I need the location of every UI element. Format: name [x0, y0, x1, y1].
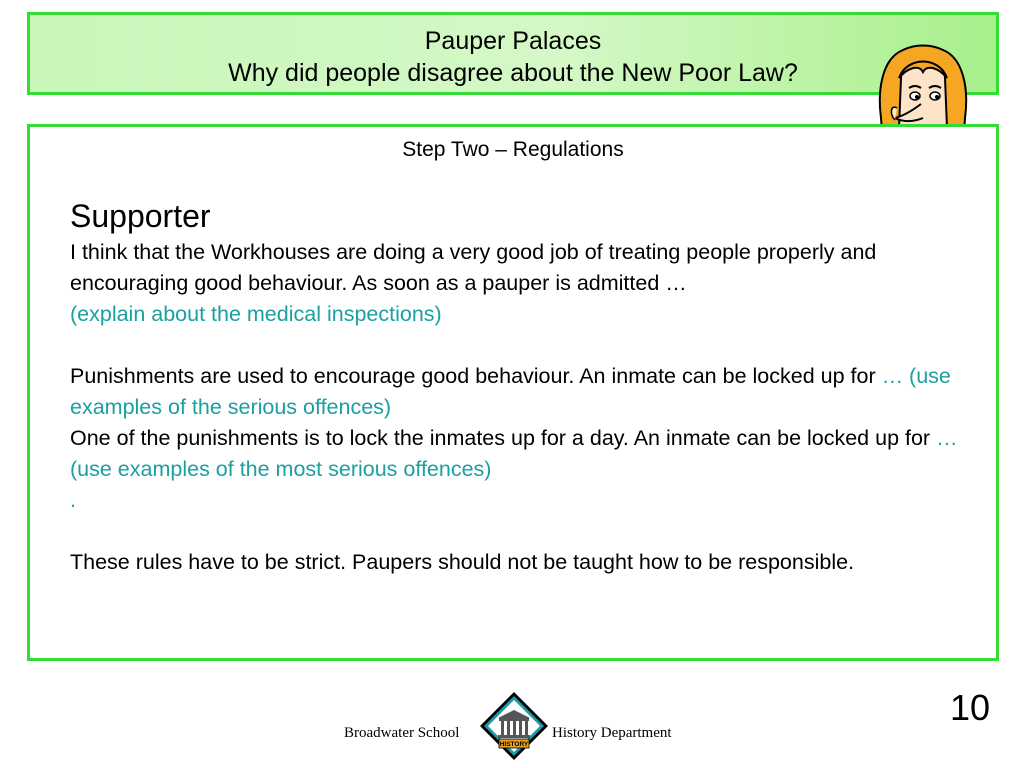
footer-school: Broadwater School [344, 725, 460, 741]
paragraph-admission-text: I think that the Workhouses are doing a very good job of treating people properly and encouraging good behaviour. As soon as a pauper is admitted … [70, 240, 877, 295]
spacer [70, 516, 970, 547]
title-line-2: Why did people disagree about the New Poor Law? [228, 59, 798, 87]
content-panel [27, 124, 999, 661]
page-title [30, 25, 996, 89]
paragraph-lockup [70, 423, 970, 485]
prompt-most-serious-offences: … (use examples of the most serious offences) [70, 426, 958, 481]
paragraph-strict-rules: These rules have to be strict. Paupers should not be taught how to be responsible. [70, 550, 855, 574]
title-banner [27, 12, 999, 95]
paragraph-punishments-text: Punishments are used to encourage good behaviour. An inmate can be locked up for [70, 364, 882, 388]
paragraph-lockup-text: One of the punishments is to lock the inmates up for a day. An inmate can be locked up for [70, 426, 937, 450]
logo-label: HISTORY [499, 741, 529, 748]
footer-department: History Department [552, 725, 672, 741]
prompt-medical-inspections: (explain about the medical inspections) [70, 302, 442, 326]
trailing-dot: . [70, 488, 76, 512]
step-title: Step Two – Regulations [402, 138, 624, 161]
supporter-heading: Supporter [70, 198, 211, 234]
history-logo-icon [478, 690, 550, 762]
prompt-serious-offences: … (use examples of the serious offences) [70, 364, 951, 419]
content-body [70, 195, 970, 578]
title-line-1: Pauper Palaces [424, 27, 602, 55]
paragraph-admission [70, 237, 970, 330]
slide-number: 10 [949, 687, 990, 728]
paragraph-punishments [70, 361, 970, 423]
spacer [70, 330, 970, 361]
